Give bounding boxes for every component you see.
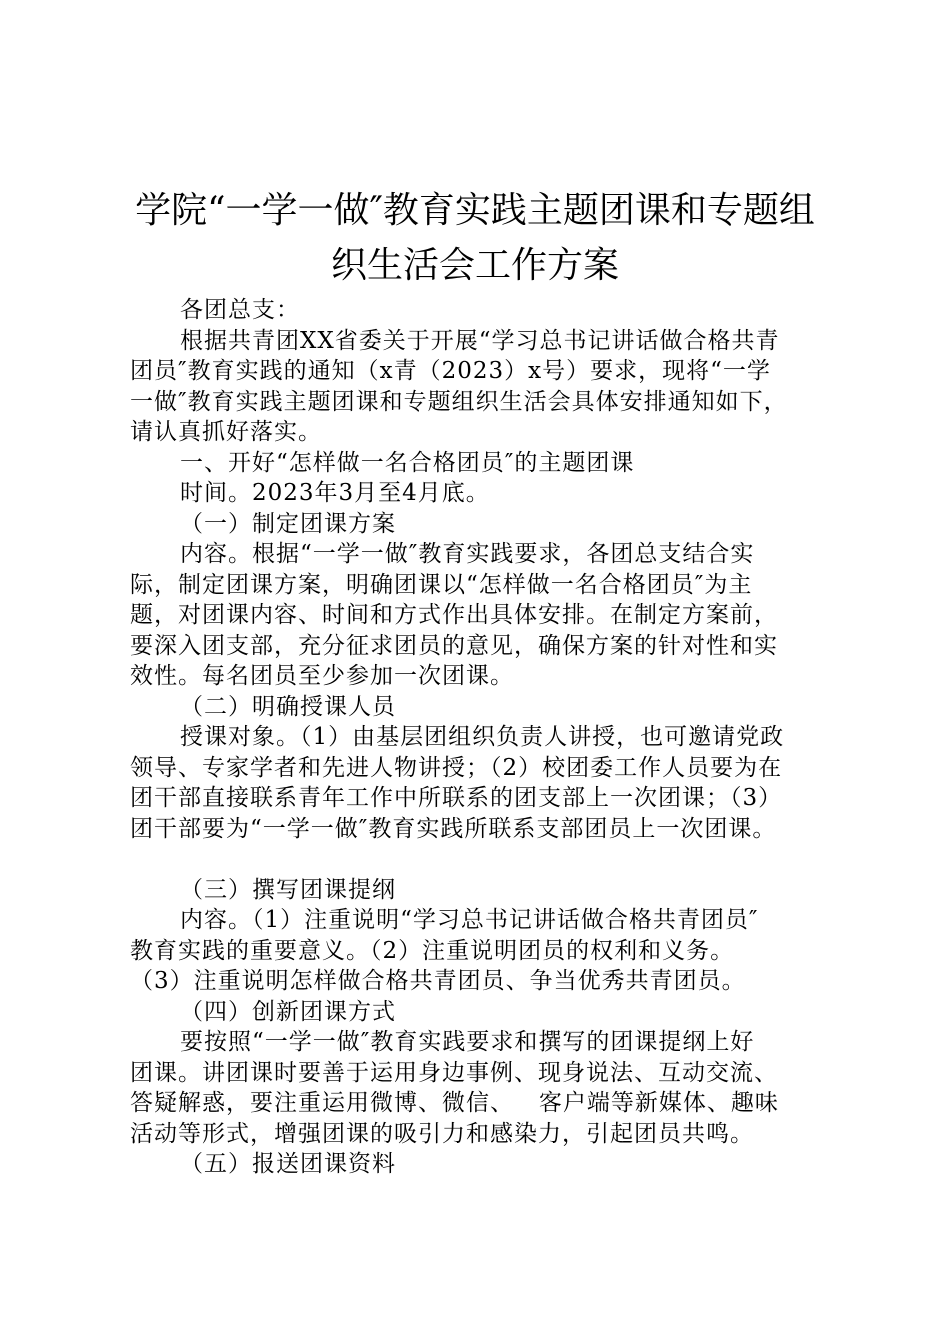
salutation: 各团总支： <box>180 297 300 323</box>
paragraph-line: 一做″教育实践主题团课和专题组织生活会具体安排通知如下， <box>130 388 788 415</box>
paragraph-line: 请认真抓好落实。 <box>130 419 322 445</box>
subsection-paragraph <box>130 722 850 844</box>
section-time: 时间。2023年3月至4月底。 <box>180 480 490 506</box>
subsection-heading: （二）明确授课人员 <box>180 693 396 720</box>
subsection-heading: （五）报送团课资料 <box>180 1151 396 1177</box>
paragraph-line: 授课对象。（1）由基层团组织负责人讲授，也可邀请党政 <box>180 724 785 750</box>
subsection-heading: （四）创新团课方式 <box>180 998 396 1025</box>
paragraph-line: 题，对团课内容、时间和方式作出具体安排。在制定方案前， <box>130 602 778 628</box>
paragraph-line: 团干部直接联系青年工作中所联系的团支部上一次团课；（3） <box>130 785 783 811</box>
paragraph-line: 内容。（1）注重说明“学习总书记讲话做合格共青团员″ <box>180 907 759 933</box>
section-heading: 一、开好“怎样做一名合格团员″的主题团课 <box>180 449 635 476</box>
subsection-heading: （一）制定团课方案 <box>180 510 396 537</box>
blank-line <box>130 844 850 875</box>
subsection-paragraph <box>130 539 850 692</box>
paragraph-line: 教育实践的重要意义。（2）注重说明团员的权利和义务。 <box>130 937 735 964</box>
document-body <box>130 295 850 1180</box>
paragraph-line: 际，制定团课方案，明确团课以“怎样做一名合格团员″为主 <box>130 571 753 598</box>
subsection-paragraph <box>130 905 850 997</box>
subsection-heading: （三）撰写团课提纲 <box>180 876 396 903</box>
paragraph-line: 团员″教育实践的通知（x青（2023）x号）要求，现将“一学 <box>130 358 771 384</box>
title-line: 学院“一学一做″教育实践主题团课和专题组 <box>135 190 815 231</box>
intro-paragraph <box>130 326 850 448</box>
paragraph-line: 活动等形式，增强团课的吸引力和感染力，引起团员共鸣。 <box>130 1120 754 1147</box>
document-title <box>0 183 950 293</box>
subsection-paragraph <box>130 1027 850 1149</box>
paragraph-line: 要按照“一学一做″教育实践要求和撰写的团课提纲上好 <box>180 1029 755 1055</box>
paragraph-line: 效性。每名团员至少参加一次团课。 <box>130 663 514 689</box>
paragraph-line: 团干部要为“一学一做″教育实践所联系支部团员上一次团课。 <box>130 815 777 842</box>
paragraph-line: 内容。根据“一学一做″教育实践要求，各团总支结合实 <box>180 541 755 567</box>
title-line: 织生活会工作方案 <box>330 245 619 286</box>
paragraph-line: 领导、专家学者和先进人物讲授；（2）校团委工作人员要为在 <box>130 754 783 781</box>
paragraph-line: 根据共青团XX省委关于开展“学习总书记讲话做合格共青 <box>180 327 780 354</box>
paragraph-line: 要深入团支部，充分征求团员的意见，确保方案的针对性和实 <box>130 632 778 659</box>
paragraph-line: （3）注重说明怎样做合格共青团员、争当优秀共青团员。 <box>130 968 746 994</box>
paragraph-line: 答疑解惑，要注重运用微博、微信、 客户端等新媒体、趣味 <box>130 1090 779 1116</box>
paragraph-line: 团课。讲团课时要善于运用身边事例、现身说法、互动交流、 <box>130 1059 778 1086</box>
